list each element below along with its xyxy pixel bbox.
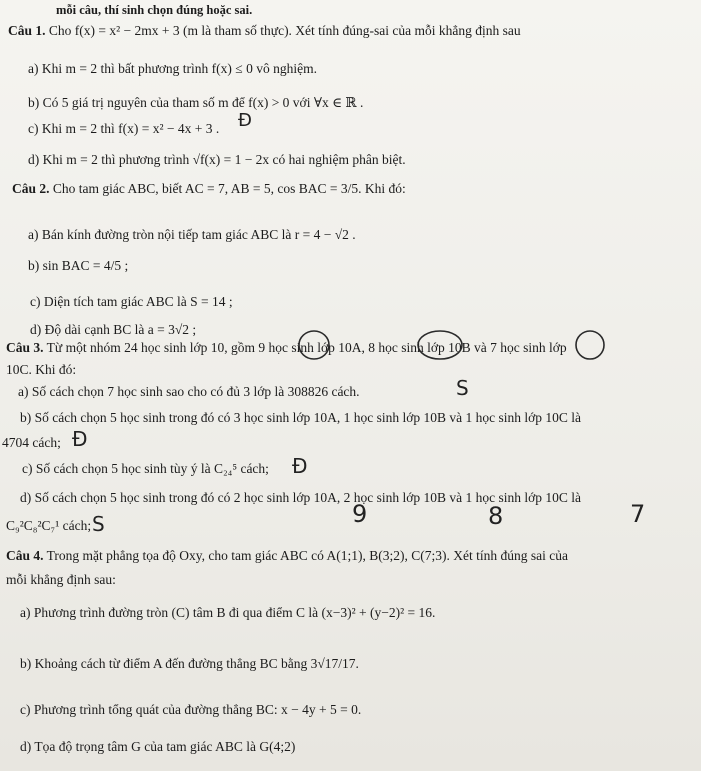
q1-a: a) Khi m = 2 thì bất phương trình f(x) ≤ 0 vô nghiệm. (28, 61, 317, 76)
q3-stem-1 (6, 339, 567, 356)
handwritten-mark-q3c: Đ (292, 454, 308, 478)
handwritten-mark-q1c: Đ (238, 110, 252, 131)
q2-a: a) Bán kính đường tròn nội tiếp tam giác ABC là r = 4 − √2 . (28, 227, 356, 242)
handwritten-mark-q3b: Đ (72, 427, 88, 451)
q1-label: Câu 1. (8, 23, 46, 38)
q3-a: a) Số cách chọn 7 học sinh sao cho có đủ 3 lớp là 308826 cách. (18, 384, 360, 399)
q2-d: d) Độ dài cạnh BC là a = 3√2 ; (30, 322, 197, 337)
q4-b: b) Khoảng cách từ điểm A đến đường thẳng BC bằng 3√17/17. (20, 656, 359, 671)
handwritten-count-10a: 9 (352, 500, 368, 528)
q1-b: b) Có 5 giá trị nguyên của tham số m để f(x) > 0 với ∀x ∈ ℝ . (28, 95, 364, 110)
q4-stem-2: mỗi khẳng định sau: (6, 572, 116, 587)
q4-a: a) Phương trình đường tròn (C) tâm B đi qua điểm C là (x−3)² + (y−2)² = 16. (20, 605, 436, 620)
q2-b: b) sin BAC = 4/5 ; (28, 258, 129, 273)
q3-d-2: C₉²C₈²C₇¹ cách; (6, 518, 92, 533)
q4-d: d) Tọa độ trọng tâm G của tam giác ABC là G(4;2) (20, 739, 296, 754)
q4-c: c) Phương trình tổng quát của đường thẳng BC: x − 4y + 5 = 0. (20, 702, 362, 717)
q2-stem-text: Cho tam giác ABC, biết AC = 7, AB = 5, cos BAC = 3/5. Khi đó: (52, 181, 406, 196)
q3-stem-text: Từ một nhóm 24 học sinh lớp 10, gồm 9 học sinh lớp 10A, 8 học sinh lớp 10B và 7 học sinh lớp (46, 340, 567, 355)
handwritten-count-10b: 8 (488, 502, 504, 530)
circle-7 (576, 331, 604, 359)
q1-stem (8, 22, 521, 39)
q1-d: d) Khi m = 2 thì phương trình √f(x) = 1 − 2x có hai nghiệm phân biệt. (28, 152, 406, 167)
q1-stem-text: Cho f(x) = x² − 2mx + 3 (m là tham số thực). Xét tính đúng-sai của mỗi khẳng định sau (48, 23, 521, 38)
header-text: mỗi câu, thí sinh chọn đúng hoặc sai. (56, 3, 253, 17)
q1-c: c) Khi m = 2 thì f(x) = x² − 4x + 3 . (28, 121, 220, 136)
handwritten-count-10c: 7 (630, 500, 646, 528)
q3-d-1: d) Số cách chọn 5 học sinh trong đó có 2 học sinh lớp 10A, 2 học sinh lớp 10B và 1 học sinh lớp 10C là (20, 490, 581, 505)
q3-b-1: b) Số cách chọn 5 học sinh trong đó có 3 học sinh lớp 10A, 1 học sinh lớp 10B và 1 học sinh lớp 10C là (20, 410, 581, 425)
q4-stem-1 (6, 547, 568, 564)
q2-label: Câu 2. (12, 181, 50, 196)
q2-c: c) Diện tích tam giác ABC là S = 14 ; (30, 294, 233, 309)
handwritten-mark-q3a: S (456, 376, 469, 400)
q2-stem (12, 180, 406, 197)
q4-label: Câu 4. (6, 548, 44, 563)
q3-b-2: 4704 cách; (2, 435, 61, 450)
q3-c: c) Số cách chọn 5 học sinh tùy ý là C₂₄⁵ cách; (22, 461, 269, 476)
q3-label: Câu 3. (6, 340, 44, 355)
handwritten-mark-q3d: S (92, 512, 105, 536)
q3-stem-2: 10C. Khi đó: (6, 362, 77, 377)
q4-stem-text: Trong mặt phẳng tọa độ Oxy, cho tam giác ABC có A(1;1), B(3;2), C(7;3). Xét tính đúng sai của (46, 548, 568, 563)
